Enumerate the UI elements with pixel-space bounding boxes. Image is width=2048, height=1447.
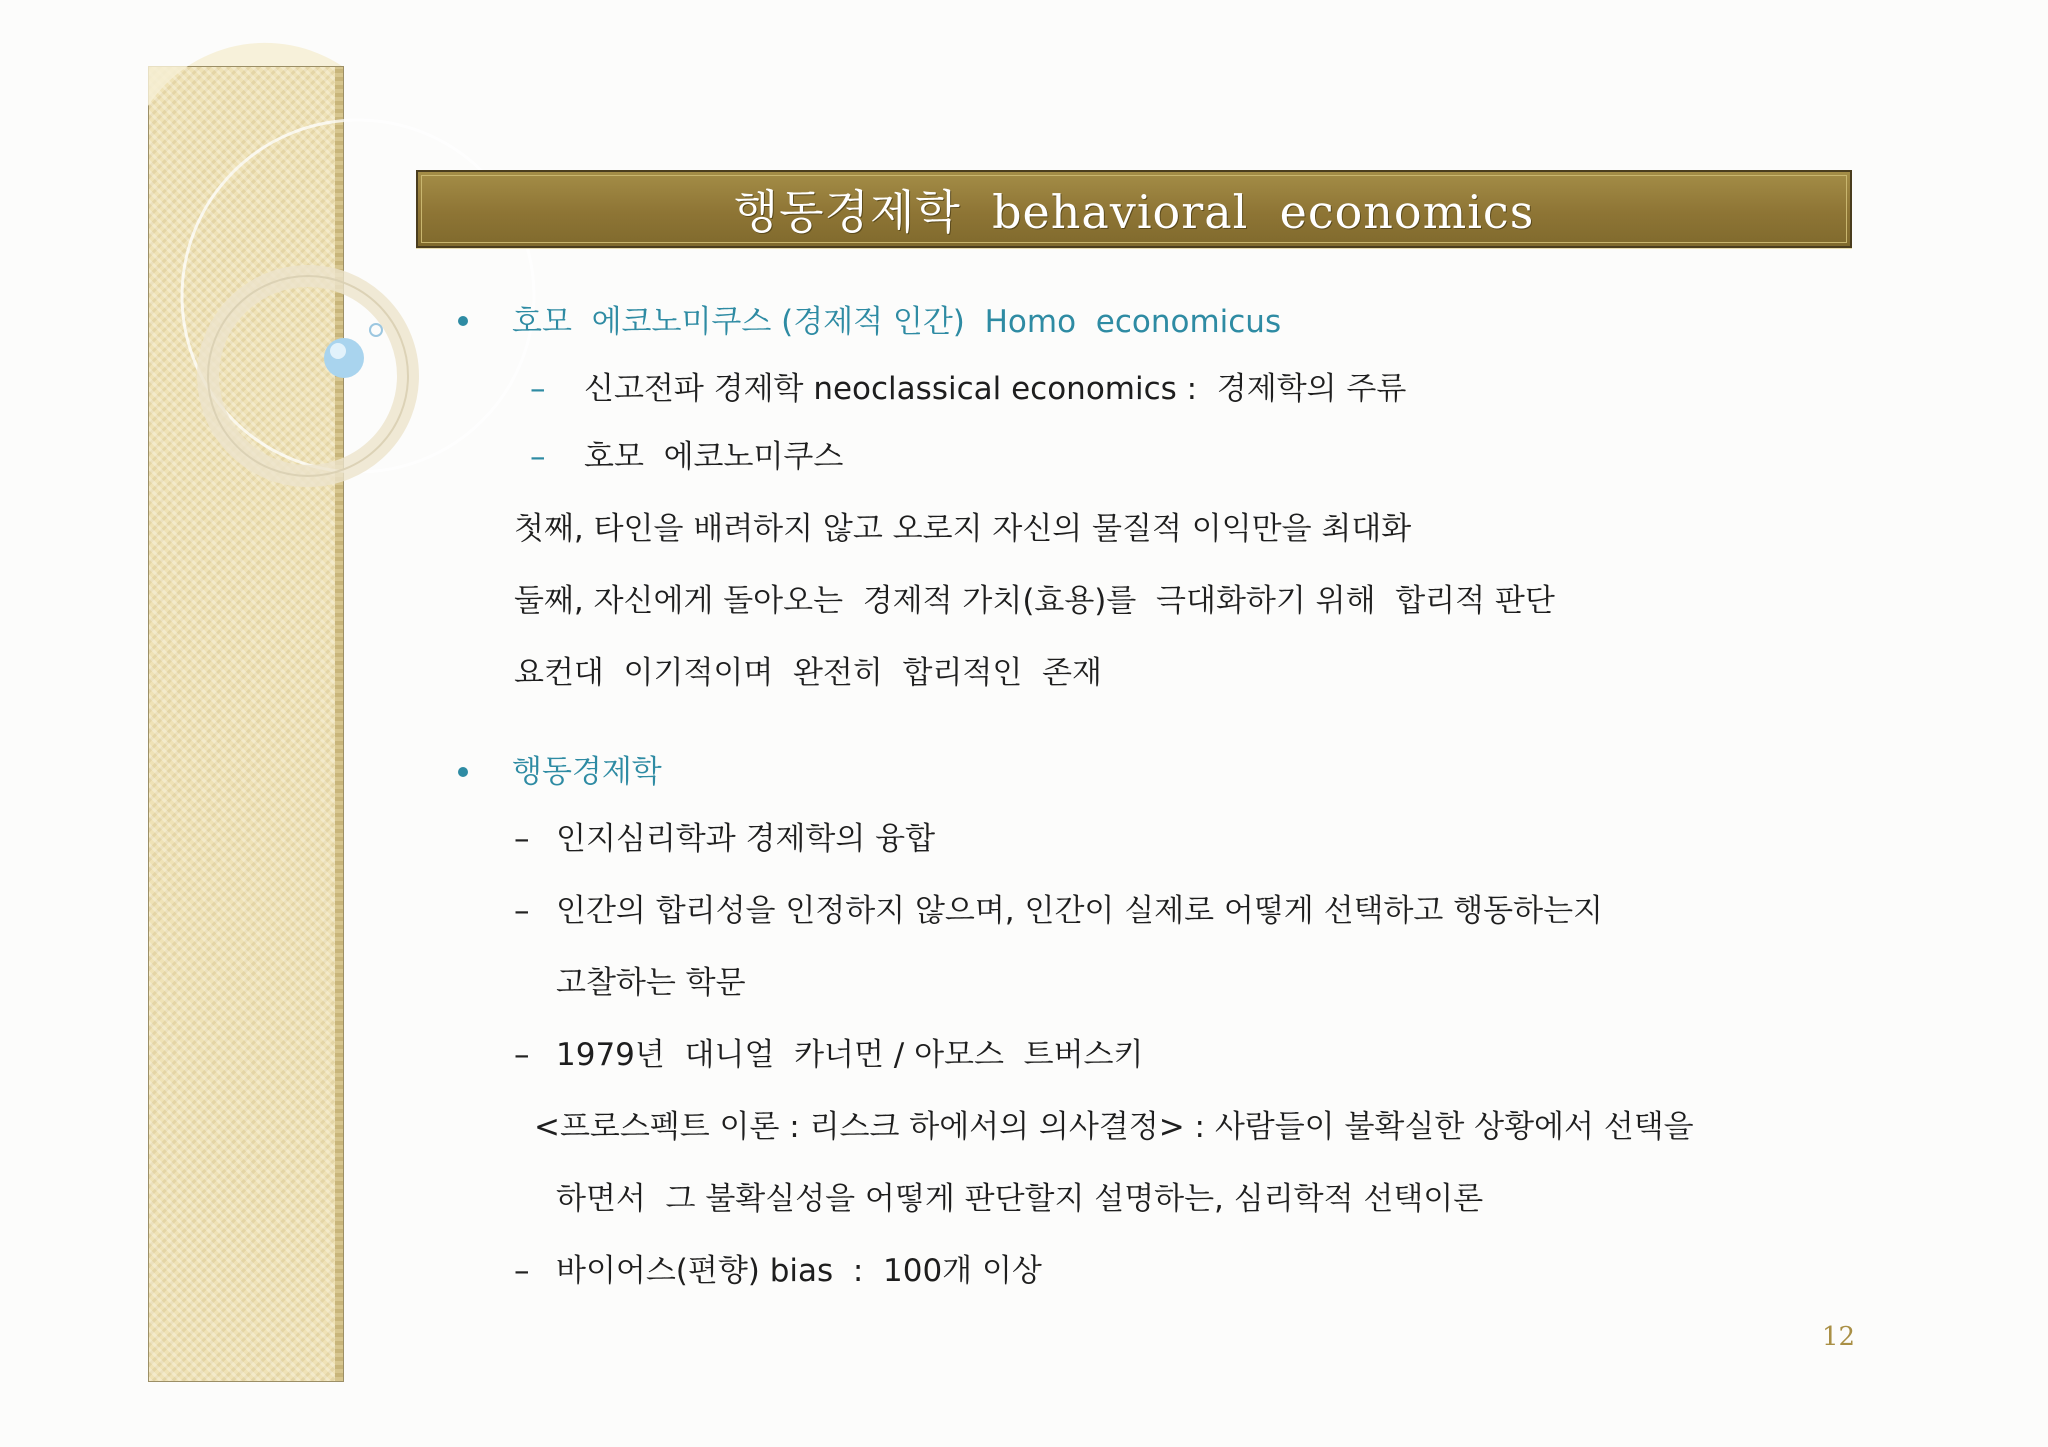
list-item: 1979년 대니얼 카너먼 / 아모스 트버스키 [556,1037,1144,1073]
bullet-dot-icon [458,316,468,326]
page-number: 12 [1822,1322,1856,1352]
body-text: 요컨대 이기적이며 완전히 합리적인 존재 [514,655,1102,691]
dash-icon: – [530,371,546,407]
bullet-dot-icon [458,767,468,777]
title-bar [416,170,1852,248]
dash-icon: – [530,439,546,475]
list-item: 호모 에코노미쿠스 [584,439,844,475]
list-item: 신고전파 경제학 neoclassical economics : 경제학의 주류 [584,371,1407,407]
decorative-circles [148,66,408,526]
list-item: 인지심리학과 경제학의 융합 [556,821,936,857]
small-bubble-icon [370,324,382,336]
dash-icon: – [514,821,530,857]
dash-icon: – [514,1037,530,1073]
dash-icon: – [514,1253,530,1289]
thick-ring-icon [208,276,408,476]
blue-bubble-icon [324,338,364,378]
section-heading-behavioral-economics: 행동경제학 [512,754,662,790]
list-item: 인간의 합리성을 인정하지 않으며, 인간이 실제로 어떻게 선택하고 행동하는지 [556,893,1603,929]
body-text: 둘째, 자신에게 돌아오는 경제적 가치(효용)를 극대화하기 위해 합리적 판단 [514,583,1555,619]
dash-icon: – [514,893,530,929]
corner-arc-highlight [148,43,342,106]
body-text: <프로스펙트 이론 : 리스크 하에서의 의사결정> : 사람들이 불확실한 상황에서 선택을 [534,1109,1694,1145]
section-heading-homo-economicus: 호모 에코노미쿠스 (경제적 인간) Homo economicus [512,304,1282,340]
body-text-continuation: 하면서 그 불확실성을 어떻게 판단할지 설명하는, 심리학적 선택이론 [556,1181,1484,1217]
list-item: 바이어스(편향) bias : 100개 이상 [556,1253,1042,1289]
slide-title: 행동경제학 behavioral economics [733,185,1535,239]
body-text: 첫째, 타인을 배려하지 않고 오로지 자신의 물질적 이익만을 최대화 [514,511,1412,547]
list-item-continuation: 고찰하는 학문 [556,965,746,1001]
bubble-highlight-icon [330,343,346,359]
